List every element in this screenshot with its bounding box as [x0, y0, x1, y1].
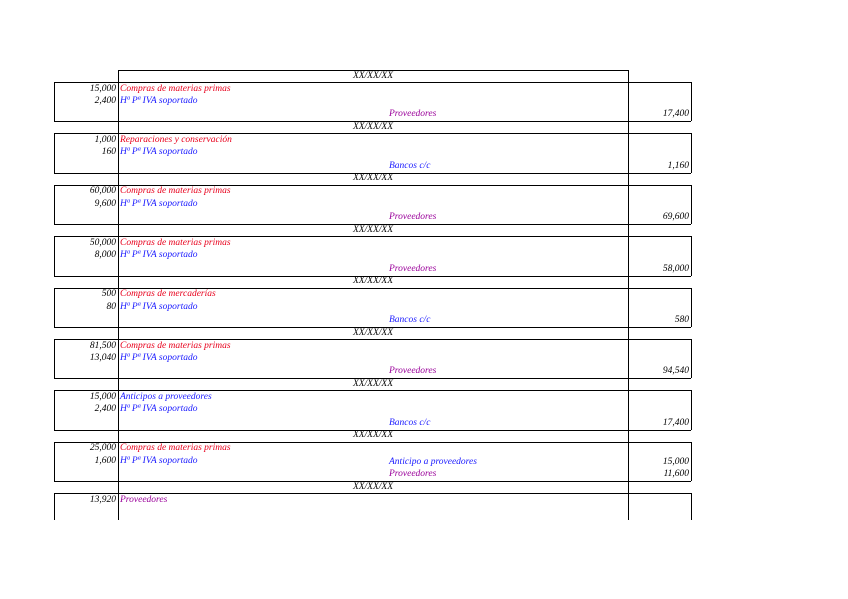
date-row-right-rule: [628, 173, 629, 185]
debit-amount-rule: [118, 339, 119, 378]
debit-account: Hª Pª IVA soportado: [120, 147, 198, 158]
entry-right-rule: [691, 442, 692, 481]
debit-amount-rule: [118, 493, 119, 520]
credit-amount: 15,000: [662, 456, 689, 467]
debit-amount-rule: [118, 133, 119, 172]
debit-account: Compras de materias primas: [120, 237, 231, 248]
debit-amount: 50,000: [89, 237, 116, 248]
entry-date: XX/XX/XX: [352, 430, 394, 441]
debit-amount-rule: [118, 236, 119, 275]
date-row-right-rule: [628, 70, 629, 82]
debit-account: Compras de materias primas: [120, 340, 231, 351]
debit-account: Hª Pª IVA soportado: [120, 404, 198, 415]
entry-right-rule: [691, 236, 692, 275]
credit-account: Proveedores: [389, 212, 437, 223]
credit-account: Proveedores: [389, 366, 437, 377]
entry-date: XX/XX/XX: [352, 70, 394, 81]
debit-amount: 15,000: [89, 391, 116, 402]
entry-right-rule: [691, 339, 692, 378]
credit-amount: 94,540: [662, 366, 689, 377]
date-row-right-rule: [628, 224, 629, 236]
debit-account: Compras de materias primas: [120, 83, 231, 94]
debit-amount-rule: [118, 288, 119, 327]
debit-amount-rule: [118, 442, 119, 481]
credit-amount: 580: [674, 315, 689, 325]
date-row-right-rule: [628, 378, 629, 390]
date-row-right-rule: [628, 481, 629, 493]
date-row-right-rule: [628, 327, 629, 339]
credit-account: Proveedores: [389, 469, 437, 480]
debit-account: Anticipos a proveedores: [120, 391, 212, 402]
credit-account: Proveedores: [389, 109, 437, 120]
entry-right-rule: [691, 390, 692, 429]
date-row-right-rule: [628, 121, 629, 133]
debit-amount-rule: [118, 82, 119, 121]
debit-amount: 60,000: [89, 186, 116, 197]
entry-date: XX/XX/XX: [352, 327, 394, 338]
entry-date: XX/XX/XX: [352, 481, 394, 492]
debit-amount: 13,040: [89, 352, 116, 363]
debit-account: Hª Pª IVA soportado: [120, 250, 198, 261]
debit-account: Reparaciones y conservación: [120, 134, 232, 145]
date-row-right-rule: [628, 276, 629, 288]
debit-amount: 160: [101, 147, 116, 158]
entry-right-rule: [691, 133, 692, 172]
credit-amount-rule: [628, 493, 629, 520]
debit-amount: 13,920: [89, 494, 116, 505]
debit-account: Hª Pª IVA soportado: [120, 301, 198, 312]
debit-amount: 9,600: [94, 198, 116, 209]
credit-amount: 1,160: [667, 160, 689, 171]
credit-amount: 17,400: [662, 109, 689, 120]
debit-account: Proveedores: [120, 494, 168, 505]
debit-amount: 2,400: [94, 404, 116, 415]
debit-amount-rule: [118, 390, 119, 429]
entry-date: XX/XX/XX: [352, 276, 394, 287]
credit-amount: 17,400: [662, 417, 689, 428]
debit-amount: 8,000: [94, 250, 116, 261]
entry-date: XX/XX/XX: [352, 173, 394, 184]
credit-amount: 69,600: [662, 212, 689, 223]
entry-right-rule: [691, 493, 692, 520]
debit-account: Compras de mercaderías: [120, 289, 216, 300]
debit-account: Compras de materias primas: [120, 443, 231, 454]
debit-amount: 80: [106, 301, 116, 312]
entry-right-rule: [691, 288, 692, 327]
date-row-right-rule: [628, 430, 629, 442]
credit-account: Bancos c/c: [389, 160, 431, 171]
entry-date: XX/XX/XX: [352, 121, 394, 132]
debit-account: Hª Pª IVA soportado: [120, 95, 198, 106]
entry-date: XX/XX/XX: [352, 224, 394, 235]
debit-amount: 81,500: [89, 340, 116, 351]
credit-account: Proveedores: [389, 263, 437, 274]
credit-amount: 11,600: [663, 469, 689, 480]
debit-amount: 15,000: [89, 83, 116, 94]
debit-amount: 2,400: [94, 95, 116, 106]
debit-amount: 25,000: [89, 443, 116, 454]
debit-account: Hª Pª IVA soportado: [120, 352, 198, 363]
entry-right-rule: [691, 185, 692, 224]
debit-amount-rule: [118, 185, 119, 224]
debit-account: Compras de materias primas: [120, 186, 231, 197]
debit-amount: 500: [101, 289, 116, 300]
entry-right-rule: [691, 82, 692, 121]
debit-amount: 1,000: [94, 134, 116, 145]
entry-date: XX/XX/XX: [352, 378, 394, 389]
debit-amount: 1,600: [94, 455, 116, 466]
credit-account: Anticipo a proveedores: [389, 456, 477, 467]
credit-account: Bancos c/c: [389, 417, 431, 428]
debit-account: Hª Pª IVA soportado: [120, 198, 198, 209]
debit-account: Hª Pª IVA soportado: [120, 455, 198, 466]
credit-amount: 58,000: [662, 263, 689, 274]
credit-account: Bancos c/c: [389, 315, 431, 325]
